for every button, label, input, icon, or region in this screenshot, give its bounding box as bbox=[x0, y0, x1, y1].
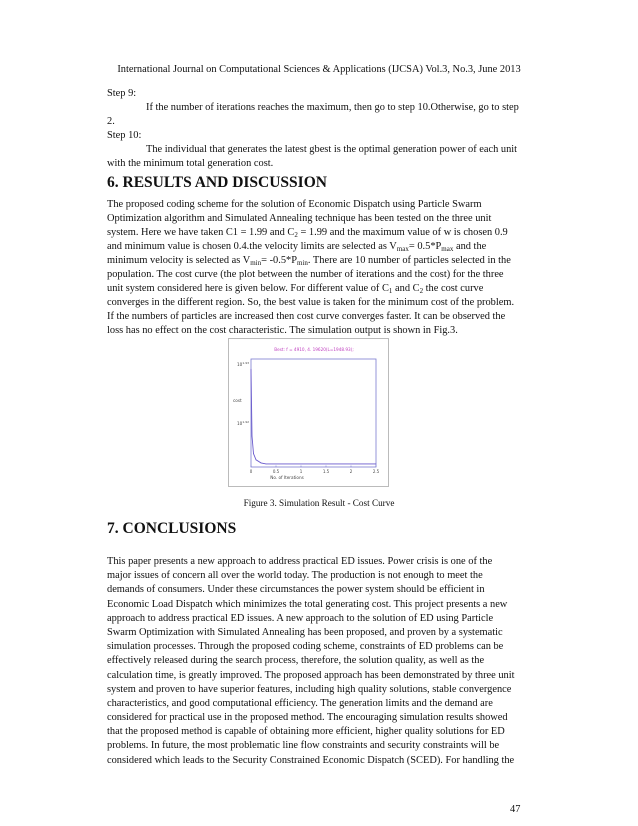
section7-heading: 7. CONCLUSIONS bbox=[107, 520, 237, 537]
cost-series-point bbox=[266, 464, 267, 465]
cost-series-point bbox=[256, 459, 257, 460]
x-tick-label: 0 bbox=[249, 469, 253, 474]
chart-title: Best: f = 4910, 4. 19620(L=1948.93); bbox=[274, 347, 354, 352]
cost-series-point bbox=[253, 453, 254, 454]
section7-line: that the proposed method is capable of obtaining more efficient, higher quality solutions for ED bbox=[107, 726, 505, 738]
section7-line: This paper presents a new approach to address practical ED issues. Power crisis is one of the bbox=[107, 556, 493, 567]
x-tick-label: 0.5 bbox=[272, 469, 280, 474]
text-run: unit system considered here is given below. For different value of C bbox=[107, 283, 389, 294]
step10-line1: The individual that generates the latest gbest is the optimal generation power of each unit bbox=[146, 144, 518, 155]
x-tick-label: 1.5 bbox=[322, 469, 330, 474]
text-run: population. The cost curve (the plot between the number of iterations and the cost) for the three bbox=[107, 269, 504, 280]
text-run: = 0.5*P bbox=[408, 241, 442, 252]
cost-series-point bbox=[301, 464, 302, 465]
subscript: 1 bbox=[388, 287, 393, 295]
cost-series-point bbox=[351, 464, 352, 465]
cost-series-point bbox=[326, 464, 327, 465]
cost-curve-chart bbox=[229, 339, 388, 486]
step9-line1: If the number of iterations reaches the maximum, then go to step 10.Otherwise, go to step bbox=[146, 102, 519, 113]
x-tick-label: 2 bbox=[349, 469, 353, 474]
step10-line2: with the minimum total generation cost. bbox=[107, 158, 274, 169]
section7-body bbox=[107, 555, 530, 768]
text-run: and minimum value is chosen 0.4.the velocity limits are selected as V bbox=[107, 241, 397, 252]
section7-line: demands of consumers. Under these circumstances the power system should be efficient in bbox=[107, 584, 485, 596]
section7-line: major issues of concern all over the world today. The production is not enough to meet the bbox=[107, 570, 483, 582]
page-number: 47 bbox=[510, 804, 521, 815]
section7-line: characteristics, and good computational efficiency. The generation limits and the demand are bbox=[107, 697, 493, 709]
subscript: max bbox=[441, 245, 454, 253]
x-axis-label: No. of Iterations bbox=[270, 475, 304, 480]
subscript: min bbox=[250, 259, 262, 267]
section6-line bbox=[107, 254, 530, 268]
section6-line bbox=[107, 268, 530, 282]
section7-line: considered for practical use in the proposed method. The encouraging simulation results showed bbox=[107, 712, 508, 724]
section7-line: problems. In future, the most problematic line flow constraints and security constraints will be bbox=[107, 740, 500, 752]
text-run: Optimization algorithm and Simulated Annealing technique has been tested on the three unit bbox=[107, 213, 492, 224]
section7-line: simulation processes. Through the proposed coding scheme, constraints of ED problems can be bbox=[107, 641, 504, 653]
cost-series-point bbox=[276, 464, 277, 465]
section7-line: considered which leads to the Security Constrained Economic Dispatch (SCED). For handling the bbox=[107, 754, 515, 766]
text-run: = 1.99 and the maximum value of w is chosen 0.9 bbox=[297, 227, 508, 238]
section6-line bbox=[107, 212, 530, 226]
text-run: If the numbers of particles are increased then cost curve converges faster. It can be observed the bbox=[107, 311, 506, 322]
section6-body bbox=[107, 198, 530, 338]
text-run: loss has no effect on the cost characteristic. The simulation output is shown in Fig.3. bbox=[107, 325, 458, 336]
figure-caption: Figure 3. Simulation Result - Cost Curve bbox=[243, 498, 395, 508]
text-run: minimum velocity is selected as V bbox=[107, 255, 251, 266]
subscript: 2 bbox=[294, 231, 298, 239]
section7-line: approach to address practical ED issues. A new approach to the solution of ED using Particle bbox=[107, 612, 494, 624]
section7-line: system and proven to have superior features, including high quality solutions, stable convergence bbox=[107, 683, 512, 695]
section6-line bbox=[107, 324, 530, 338]
section7-line: calculation time, is greatly improved. The proposed approach has been demonstrated by three unit bbox=[107, 669, 515, 681]
subscript: 2 bbox=[419, 287, 424, 295]
section6-line bbox=[107, 282, 530, 296]
step9-line2: 2. bbox=[107, 116, 115, 127]
section7-line: Economic Load Dispatch which minimizes the total generating cost. This project presents a new bbox=[107, 598, 508, 610]
step10-label: Step 10: bbox=[107, 130, 142, 141]
x-tick-label: 2.5 bbox=[372, 469, 380, 474]
running-header: International Journal on Computational Sciences & Applications (IJCSA) Vol.3, No.3, June 2013 bbox=[117, 64, 521, 75]
section6-line bbox=[107, 310, 530, 324]
section6-line bbox=[107, 240, 530, 254]
x-tick-label: 1 bbox=[299, 469, 303, 474]
text-run: The proposed coding scheme for the solution of Economic Dispatch using Particle Swarm bbox=[107, 199, 482, 210]
cost-series-point bbox=[251, 369, 252, 370]
section6-line bbox=[107, 226, 530, 240]
subscript: min bbox=[297, 259, 308, 267]
text-run: and C bbox=[392, 283, 420, 294]
y-tick-label: $10^{1.92}$ bbox=[237, 420, 250, 426]
cost-series-point bbox=[252, 436, 253, 437]
text-run: = -0.5*P bbox=[261, 255, 298, 266]
section7-line: Swarm Optimization with Simulated Annealing has been proposed, and proven by a systematic bbox=[107, 626, 503, 638]
text-run: the cost curve bbox=[423, 283, 484, 294]
section6-heading: 6. RESULTS AND DISCUSSION bbox=[107, 174, 327, 191]
cost-series-point bbox=[261, 463, 262, 464]
text-run: system. Here we have taken C1 = 1.99 and C bbox=[107, 227, 295, 238]
section6-line bbox=[107, 296, 530, 310]
section6-line bbox=[107, 198, 530, 212]
cost-series-point bbox=[376, 464, 377, 465]
figure-cost-curve bbox=[228, 338, 389, 487]
y-tick-label: $10^{1.93}$ bbox=[237, 361, 250, 367]
section7-line: effectively released during the search process, therefore, the solution quality, as well as the bbox=[107, 655, 485, 667]
step9-label: Step 9: bbox=[107, 88, 137, 99]
text-run: . There are 10 number of particles selected in the bbox=[307, 255, 511, 266]
text-run: and the bbox=[453, 241, 487, 252]
cost-series-line bbox=[251, 369, 376, 464]
text-run: converges in the different region. So, the best value is taken for the minimum cost of the problem. bbox=[107, 297, 515, 308]
y-axis-label: cost bbox=[233, 398, 242, 403]
subscript: max bbox=[396, 245, 409, 253]
plot-frame bbox=[251, 359, 376, 467]
